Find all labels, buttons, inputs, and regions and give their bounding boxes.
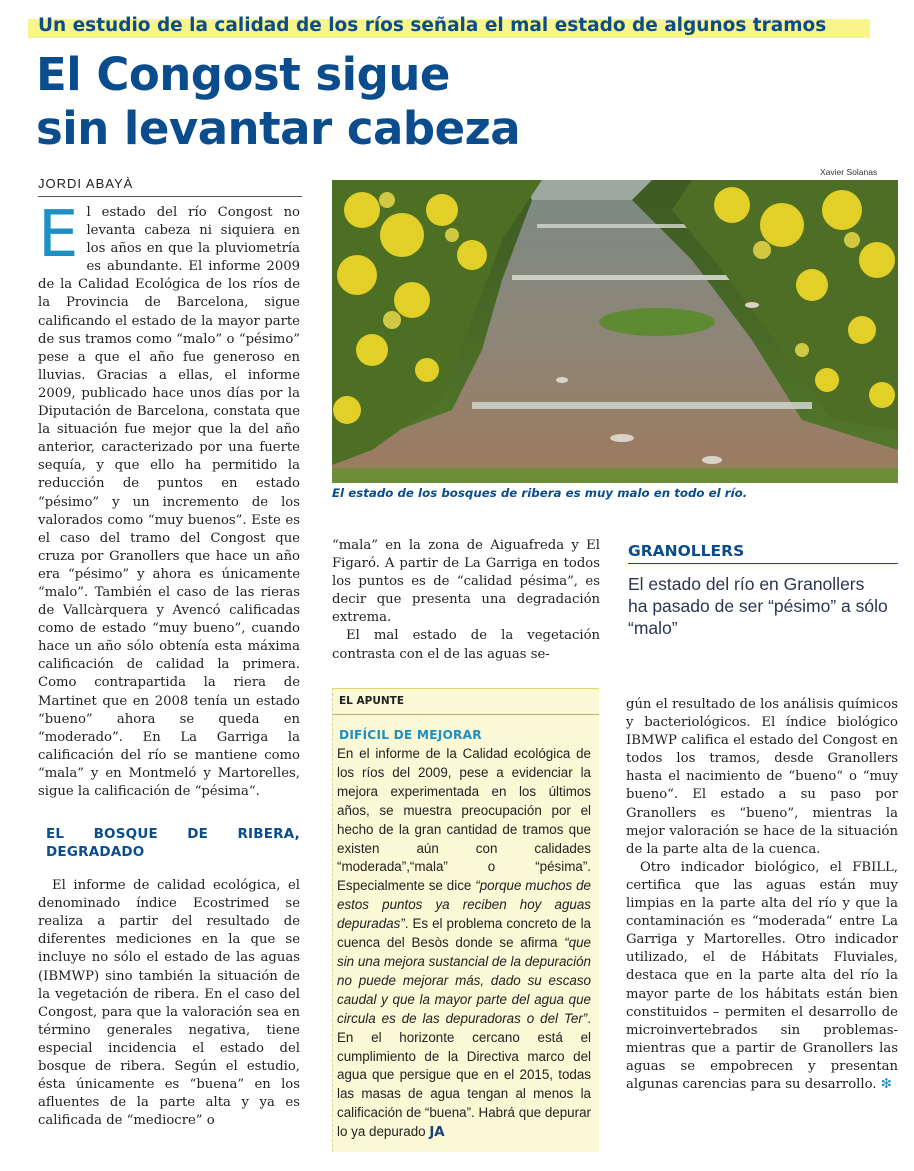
col3-paragraph-2 (626, 859, 898, 1094)
apunte-quote-2: “que sin una mejora sustancial de la depuración no puede mejorar más, dado su escaso caudal y que la mayor parte del agua que circula es de las depuradoras o del Ter” (337, 935, 591, 1026)
granollers-heading: GRANOLLERS (628, 542, 898, 564)
col3-paragraph-1: gún el resultado de los análisis químicos y bacteriológicos. El índice biológico IBMWP califica el estado del Congost en todos los tramos, desde Granollers hasta el nacimiento de “bueno“ o “muy bueno“. El estado a su paso por Granollers es “bueno”, mientras la mejor valoración se hace de la situación de la parte alta de la cuenca. (626, 697, 898, 857)
apunte-title: DIFÍCIL DE MEJORAR (339, 728, 482, 742)
photo-credit: Xavier Solanas (820, 167, 878, 177)
col2-paragraph-2: El mal estado de la vegetación contrasta con el de las aguas se- (332, 628, 600, 662)
apunte-divider (333, 714, 599, 715)
headline (36, 48, 676, 156)
col3-paragraph-2-text: Otro indicador biológico, el FBILL, certifica que las aguas están muy limpias en la parte alta del río y que la contaminación es “moderada“ entre La Garriga y Martorelles. Otro indicador utilizado, el de Hábitats Fluviales, destaca que en la parte alta del río la mayor parte de los hábitats están bien constituidos – permiten el desarrollo de microinvertebrados sin problemas- mientras que a partir de Granollers las aguas se empobrecen y presentan algunas carencias para su desarrollo. (626, 859, 898, 1092)
headline-line-1: El Congost sigue (36, 48, 450, 101)
apunte-label: EL APUNTE (339, 695, 404, 707)
end-mark-icon: ❇ (880, 1076, 892, 1092)
apunte-text (337, 745, 591, 1143)
granollers-pullquote: El estado del río en Granollers ha pasado de ser “pésimo” a sólo “malo” (628, 574, 888, 638)
apunte-box (332, 688, 599, 1152)
kicker-text: Un estudio de la calidad de los ríos señala el mal estado de algunos tramos (38, 15, 827, 36)
kicker (28, 12, 870, 40)
dropcap: E (38, 198, 79, 272)
river-photo (332, 180, 898, 483)
article-paragraph-2: El informe de calidad ecológica, el denominado índice Ecostrimed se realiza a partir del resultado de diferentes mediciones en la que se incluye no sólo el estado de las aguas (IBMWP) sino también la situación de la vegetación de ribera. En el caso del Congost, para que la valoración sea en término generales negativa, tiene especial incidencia el estado del bosque de ribera. Según el estudio, ésta únicamente es “buena” en los afluentes de la parte alta y ya es calificada de “mediocre” o (38, 878, 300, 1129)
headline-line-2: sin levantar cabeza (36, 102, 521, 155)
article-paragraph-1: l estado del río Congost no levanta cabeza ni siquiera en los años en que la pluviometría es abundante. El informe 2009 de la Calidad Ecológica de los ríos de la Provincia de Barcelona, sigue calificando el estado de la mayor parte de sus tramos como “malo” o “pésimo” pese a que el año fue generoso en lluvias. Gracias a ellas, el informe 2009, publicado hace unos días por la Diputación de Barcelona, constata que la situación fue mejor que la del año anterior, caracterizado por una fuerte sequía, y que ello ha permitido la reducción de puntos en estado “pésimo” y un incremento de los valorados como “muy buenos”. Este es el caso del tramo del Congost que cruza por Granollers que hace un año era “pésimo” y ahora es únicamente “malo”. También el caso de las rieras de Vallcàrquera y Avencó calificadas como de estado “muy bueno”, cuando hace un año sólo obtenía esta máxima calificación de calidad la primera. Como contrapartida la riera de Martinet que en 2008 tenía un estado “bueno” ahora se queda en “moderado”. En La Garriga la calificación del río se mantiene como “mala” y en Montmeló y Martorelles, sigue la calificación de “pésima“. (38, 205, 300, 799)
article-column-2 (332, 537, 600, 664)
article-column-1 (38, 198, 300, 1130)
apunte-text-2: . Es el problema concreto de la cuenca del Besòs donde se afirma (337, 916, 591, 951)
apunte-quote-1: “porque muchos de estos puntos ya reciben hoy aguas depuradas” (337, 878, 591, 932)
apunte-text-1: En el informe de la Calidad ecológica de los ríos del 2009, pese a evidenciar la mejora experimentada en los últimos años, se muestra preocupación por el hecho de la gran cantidad de tramos que existen aún con calidades “moderada”,“mala” o “pésima”. Especialmente se dice (337, 746, 591, 894)
apunte-signature: JA (429, 1125, 445, 1141)
subhead-bosque-ribera: EL BOSQUE DE RIBERA, DEGRADADO (46, 826, 300, 861)
apunte-text-3: . En el horizonte cercano está el cumplimiento de la Directiva marco del agua que persigue que en el 2015, todas las masas de agua tengan al menos la calificación de “buena”. Habrá que depurar lo ya depurado (337, 1010, 591, 1140)
photo-caption: El estado de los bosques de ribera es muy malo en todo el río. (332, 486, 748, 500)
byline: JORDI ABAYÀ (38, 176, 302, 197)
col2-paragraph-1: “mala” en la zona de Aiguafreda y El Figaró. A partir de La Garriga en todos los puntos es de “calidad pésima”, es decir que presenta una degradación extrema. (332, 538, 600, 626)
article-column-3 (626, 696, 898, 1094)
